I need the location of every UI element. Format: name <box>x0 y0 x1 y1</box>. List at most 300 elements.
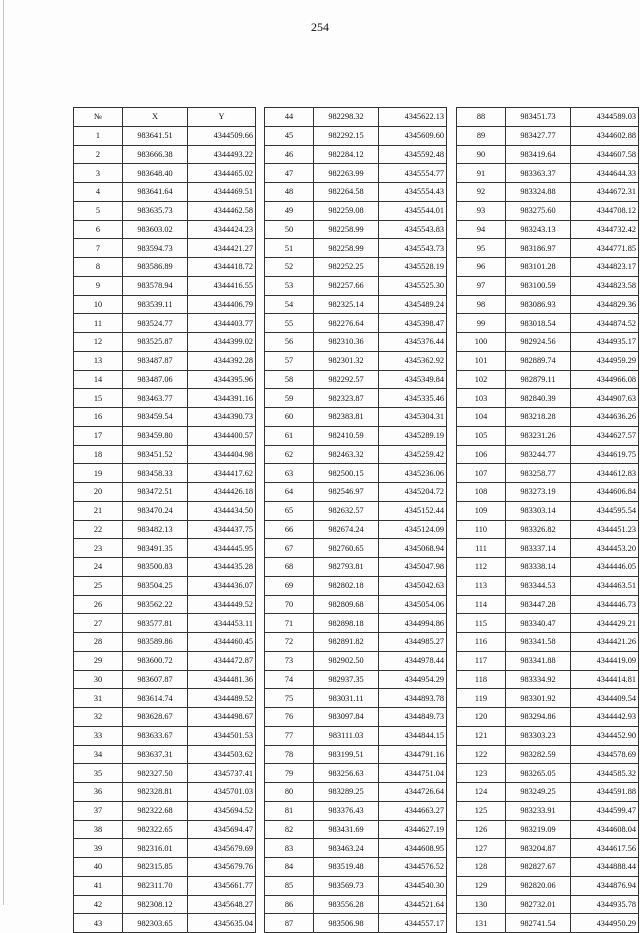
point-number: 38 <box>74 820 123 839</box>
y-coordinate: 4345054.06 <box>379 595 447 614</box>
table-row <box>265 108 447 127</box>
y-coordinate: 4344874.52 <box>571 314 639 333</box>
y-coordinate: 4344751.04 <box>379 764 447 783</box>
point-number: 89 <box>457 126 506 145</box>
point-number: 78 <box>265 745 314 764</box>
point-number: 19 <box>74 464 123 483</box>
x-coordinate: 982902.50 <box>314 651 379 670</box>
point-number: 96 <box>457 258 506 277</box>
header-x: X <box>123 108 188 127</box>
y-coordinate: 4345335.46 <box>379 389 447 408</box>
x-coordinate: 982276.64 <box>314 314 379 333</box>
point-number: 115 <box>457 614 506 633</box>
point-number: 74 <box>265 670 314 689</box>
x-coordinate: 982301.32 <box>314 351 379 370</box>
point-number: 69 <box>265 576 314 595</box>
y-coordinate: 4344663.27 <box>379 801 447 820</box>
point-number: 67 <box>265 539 314 558</box>
table-row <box>74 183 256 202</box>
y-coordinate: 4344585.32 <box>571 764 639 783</box>
table-row <box>457 783 639 802</box>
y-coordinate: 4344472.87 <box>188 651 256 670</box>
y-coordinate: 4344950.29 <box>571 914 639 933</box>
y-coordinate: 4344453.20 <box>571 539 639 558</box>
point-number: 75 <box>265 689 314 708</box>
table-row <box>74 783 256 802</box>
point-number: 28 <box>74 633 123 652</box>
table-row <box>265 145 447 164</box>
y-coordinate: 4344416.55 <box>188 276 256 295</box>
point-number: 97 <box>457 276 506 295</box>
point-number: 55 <box>265 314 314 333</box>
table-row <box>457 201 639 220</box>
x-coordinate: 983463.77 <box>123 389 188 408</box>
table-row <box>457 126 639 145</box>
x-coordinate: 983219.09 <box>506 820 571 839</box>
table-row <box>74 145 256 164</box>
x-coordinate: 983341.88 <box>506 651 571 670</box>
x-coordinate: 982258.99 <box>314 239 379 258</box>
y-coordinate: 4344395.96 <box>188 370 256 389</box>
point-number: 111 <box>457 539 506 558</box>
y-coordinate: 4344849.73 <box>379 708 447 727</box>
y-coordinate: 4344844.15 <box>379 726 447 745</box>
x-coordinate: 983282.59 <box>506 745 571 764</box>
table-row <box>74 370 256 389</box>
x-coordinate: 983539.11 <box>123 295 188 314</box>
point-number: 106 <box>457 445 506 464</box>
point-number: 101 <box>457 351 506 370</box>
x-coordinate: 982308.12 <box>123 895 188 914</box>
table-row <box>457 708 639 727</box>
point-number: 114 <box>457 595 506 614</box>
y-coordinate: 4344602.88 <box>571 126 639 145</box>
table-row <box>74 595 256 614</box>
y-coordinate: 4345068.94 <box>379 539 447 558</box>
y-coordinate: 4344426.18 <box>188 483 256 502</box>
table-row <box>74 558 256 577</box>
point-number: 93 <box>457 201 506 220</box>
x-coordinate: 982325.14 <box>314 295 379 314</box>
y-coordinate: 4344672.31 <box>571 183 639 202</box>
point-number: 112 <box>457 558 506 577</box>
x-coordinate: 982264.58 <box>314 183 379 202</box>
y-coordinate: 4344619.75 <box>571 445 639 464</box>
point-number: 107 <box>457 464 506 483</box>
point-number: 44 <box>265 108 314 127</box>
y-coordinate: 4344462.58 <box>188 201 256 220</box>
point-number: 21 <box>74 501 123 520</box>
x-coordinate: 982252.25 <box>314 258 379 277</box>
table-row <box>74 764 256 783</box>
x-coordinate: 983641.64 <box>123 183 188 202</box>
y-coordinate: 4344421.27 <box>188 239 256 258</box>
point-number: 9 <box>74 276 123 295</box>
y-coordinate: 4345737.41 <box>188 764 256 783</box>
point-number: 123 <box>457 764 506 783</box>
x-coordinate: 983204.87 <box>506 839 571 858</box>
x-coordinate: 983256.63 <box>314 764 379 783</box>
y-coordinate: 4345609.60 <box>379 126 447 145</box>
x-coordinate: 982410.59 <box>314 426 379 445</box>
x-coordinate: 982315.85 <box>123 858 188 877</box>
x-coordinate: 983031.11 <box>314 689 379 708</box>
table-row <box>457 839 639 858</box>
point-number: 39 <box>74 839 123 858</box>
x-coordinate: 983633.67 <box>123 726 188 745</box>
y-coordinate: 4344994.86 <box>379 614 447 633</box>
point-number: 17 <box>74 426 123 445</box>
table-row <box>457 295 639 314</box>
point-number: 3 <box>74 164 123 183</box>
table-row <box>265 445 447 464</box>
y-coordinate: 4344591.88 <box>571 783 639 802</box>
table-row <box>457 670 639 689</box>
x-coordinate: 983458.33 <box>123 464 188 483</box>
point-number: 71 <box>265 614 314 633</box>
table-row <box>74 295 256 314</box>
point-number: 14 <box>74 370 123 389</box>
x-coordinate: 982924.56 <box>506 333 571 352</box>
y-coordinate: 4344708.12 <box>571 201 639 220</box>
point-number: 30 <box>74 670 123 689</box>
table-row <box>74 820 256 839</box>
coordinates-table <box>456 107 639 933</box>
x-coordinate: 983243.13 <box>506 220 571 239</box>
x-coordinate: 983607.87 <box>123 670 188 689</box>
point-number: 49 <box>265 201 314 220</box>
x-coordinate: 983519.48 <box>314 858 379 877</box>
x-coordinate: 982840.39 <box>506 389 571 408</box>
point-number: 7 <box>74 239 123 258</box>
x-coordinate: 982284.12 <box>314 145 379 164</box>
y-coordinate: 4345661.77 <box>188 876 256 895</box>
x-coordinate: 982263.99 <box>314 164 379 183</box>
table-row <box>74 895 256 914</box>
y-coordinate: 4345544.01 <box>379 201 447 220</box>
x-coordinate: 983199.51 <box>314 745 379 764</box>
x-coordinate: 983341.58 <box>506 633 571 652</box>
point-number: 50 <box>265 220 314 239</box>
x-coordinate: 983600.72 <box>123 651 188 670</box>
point-number: 85 <box>265 876 314 895</box>
table-row <box>457 858 639 877</box>
y-coordinate: 4344935.78 <box>571 895 639 914</box>
x-coordinate: 983578.94 <box>123 276 188 295</box>
table-row <box>265 464 447 483</box>
coordinates-table <box>73 107 256 933</box>
table-row <box>457 820 639 839</box>
x-coordinate: 982316.01 <box>123 839 188 858</box>
x-coordinate: 983463.24 <box>314 839 379 858</box>
x-coordinate: 983524.77 <box>123 314 188 333</box>
table-row <box>457 651 639 670</box>
y-coordinate: 4345648.27 <box>188 895 256 914</box>
x-coordinate: 983447.28 <box>506 595 571 614</box>
coordinates-table-3 <box>456 107 639 933</box>
y-coordinate: 4345152.44 <box>379 501 447 520</box>
table-row <box>457 351 639 370</box>
y-coordinate: 4345362.92 <box>379 351 447 370</box>
point-number: 62 <box>265 445 314 464</box>
x-coordinate: 983641.51 <box>123 126 188 145</box>
y-coordinate: 4344437.75 <box>188 520 256 539</box>
y-coordinate: 4345204.72 <box>379 483 447 502</box>
point-number: 5 <box>74 201 123 220</box>
point-number: 110 <box>457 520 506 539</box>
point-number: 94 <box>457 220 506 239</box>
y-coordinate: 4344612.83 <box>571 464 639 483</box>
point-number: 72 <box>265 633 314 652</box>
point-number: 29 <box>74 651 123 670</box>
x-coordinate: 983506.98 <box>314 914 379 933</box>
x-coordinate: 982258.99 <box>314 220 379 239</box>
x-coordinate: 982292.15 <box>314 126 379 145</box>
x-coordinate: 983244.77 <box>506 445 571 464</box>
x-coordinate: 983289.25 <box>314 783 379 802</box>
y-coordinate: 4344627.19 <box>379 820 447 839</box>
x-coordinate: 983301.92 <box>506 689 571 708</box>
y-coordinate: 4344481.36 <box>188 670 256 689</box>
table-row <box>457 183 639 202</box>
y-coordinate: 4345694.52 <box>188 801 256 820</box>
x-coordinate: 982257.66 <box>314 276 379 295</box>
y-coordinate: 4344557.17 <box>379 914 447 933</box>
y-coordinate: 4344608.04 <box>571 820 639 839</box>
table-row <box>457 333 639 352</box>
x-coordinate: 982259.08 <box>314 201 379 220</box>
y-coordinate: 4344985.27 <box>379 633 447 652</box>
x-coordinate: 983628.67 <box>123 708 188 727</box>
y-coordinate: 4344888.44 <box>571 858 639 877</box>
table-row <box>74 839 256 858</box>
table-row <box>74 501 256 520</box>
x-coordinate: 983101.28 <box>506 258 571 277</box>
x-coordinate: 983562.22 <box>123 595 188 614</box>
table-row <box>265 764 447 783</box>
point-number: 4 <box>74 183 123 202</box>
y-coordinate: 4344435.28 <box>188 558 256 577</box>
table-row <box>265 633 447 652</box>
point-number: 36 <box>74 783 123 802</box>
y-coordinate: 4344732.42 <box>571 220 639 239</box>
point-number: 24 <box>74 558 123 577</box>
table-row <box>457 576 639 595</box>
y-coordinate: 4344823.17 <box>571 258 639 277</box>
x-coordinate: 983487.87 <box>123 351 188 370</box>
point-number: 41 <box>74 876 123 895</box>
table-row <box>74 801 256 820</box>
point-number: 33 <box>74 726 123 745</box>
y-coordinate: 4344589.03 <box>571 108 639 127</box>
y-coordinate: 4344509.66 <box>188 126 256 145</box>
table-row <box>74 689 256 708</box>
y-coordinate: 4345489.24 <box>379 295 447 314</box>
table-row <box>74 426 256 445</box>
point-number: 103 <box>457 389 506 408</box>
point-number: 90 <box>457 145 506 164</box>
point-number: 129 <box>457 876 506 895</box>
point-number: 82 <box>265 820 314 839</box>
point-number: 13 <box>74 351 123 370</box>
y-coordinate: 4344463.51 <box>571 576 639 595</box>
y-coordinate: 4344453.11 <box>188 614 256 633</box>
x-coordinate: 983097.84 <box>314 708 379 727</box>
table-row <box>457 408 639 427</box>
point-number: 100 <box>457 333 506 352</box>
point-number: 102 <box>457 370 506 389</box>
table-row <box>265 670 447 689</box>
point-number: 53 <box>265 276 314 295</box>
y-coordinate: 4344469.51 <box>188 183 256 202</box>
x-coordinate: 983265.05 <box>506 764 571 783</box>
table-row <box>74 464 256 483</box>
x-coordinate: 982463.32 <box>314 445 379 464</box>
table-row <box>265 820 447 839</box>
table-row <box>265 351 447 370</box>
point-number: 57 <box>265 351 314 370</box>
table-row <box>265 201 447 220</box>
point-number: 22 <box>74 520 123 539</box>
table-row <box>265 126 447 145</box>
point-number: 2 <box>74 145 123 164</box>
y-coordinate: 4345042.63 <box>379 576 447 595</box>
y-coordinate: 4344419.09 <box>571 651 639 670</box>
point-number: 42 <box>74 895 123 914</box>
point-number: 120 <box>457 708 506 727</box>
x-coordinate: 982760.65 <box>314 539 379 558</box>
point-number: 117 <box>457 651 506 670</box>
table-row <box>265 408 447 427</box>
x-coordinate: 983637.31 <box>123 745 188 764</box>
point-number: 126 <box>457 820 506 839</box>
table-row <box>457 276 639 295</box>
table-row <box>265 220 447 239</box>
table-row <box>265 389 447 408</box>
point-number: 46 <box>265 145 314 164</box>
point-number: 59 <box>265 389 314 408</box>
y-coordinate: 4345635.04 <box>188 914 256 933</box>
scan-edge-left <box>3 0 4 905</box>
point-number: 25 <box>74 576 123 595</box>
table-row <box>74 726 256 745</box>
table-row <box>265 483 447 502</box>
y-coordinate: 4344501.53 <box>188 726 256 745</box>
point-number: 20 <box>74 483 123 502</box>
x-coordinate: 982500.15 <box>314 464 379 483</box>
y-coordinate: 4344726.64 <box>379 783 447 802</box>
point-number: 18 <box>74 445 123 464</box>
point-number: 113 <box>457 576 506 595</box>
table-row <box>74 389 256 408</box>
point-number: 68 <box>265 558 314 577</box>
x-coordinate: 982328.81 <box>123 783 188 802</box>
x-coordinate: 983603.02 <box>123 220 188 239</box>
y-coordinate: 4344446.73 <box>571 595 639 614</box>
table-row <box>457 914 639 933</box>
table-row <box>74 276 256 295</box>
point-number: 45 <box>265 126 314 145</box>
y-coordinate: 4344636.26 <box>571 408 639 427</box>
x-coordinate: 982546.97 <box>314 483 379 502</box>
y-coordinate: 4345398.47 <box>379 314 447 333</box>
x-coordinate: 982327.50 <box>123 764 188 783</box>
point-number: 122 <box>457 745 506 764</box>
point-number: 118 <box>457 670 506 689</box>
table-row <box>265 651 447 670</box>
point-number: 131 <box>457 914 506 933</box>
y-coordinate: 4344966.08 <box>571 370 639 389</box>
y-coordinate: 4344503.62 <box>188 745 256 764</box>
y-coordinate: 4344498.67 <box>188 708 256 727</box>
y-coordinate: 4345047.98 <box>379 558 447 577</box>
y-coordinate: 4345679.69 <box>188 839 256 858</box>
x-coordinate: 982879.11 <box>506 370 571 389</box>
x-coordinate: 982322.68 <box>123 801 188 820</box>
x-coordinate: 983275.60 <box>506 201 571 220</box>
point-number: 86 <box>265 895 314 914</box>
point-number: 104 <box>457 408 506 427</box>
table-row <box>265 295 447 314</box>
table-row <box>265 708 447 727</box>
x-coordinate: 983363.37 <box>506 164 571 183</box>
table-row <box>265 239 447 258</box>
point-number: 127 <box>457 839 506 858</box>
y-coordinate: 4344595.54 <box>571 501 639 520</box>
table-row <box>457 520 639 539</box>
point-number: 40 <box>74 858 123 877</box>
table-row <box>457 558 639 577</box>
table-row <box>265 314 447 333</box>
x-coordinate: 983594.73 <box>123 239 188 258</box>
x-coordinate: 983569.73 <box>314 876 379 895</box>
point-number: 34 <box>74 745 123 764</box>
x-coordinate: 982310.36 <box>314 333 379 352</box>
y-coordinate: 4345554.77 <box>379 164 447 183</box>
point-number: 56 <box>265 333 314 352</box>
table-row <box>265 576 447 595</box>
x-coordinate: 982323.87 <box>314 389 379 408</box>
x-coordinate: 983324.88 <box>506 183 571 202</box>
point-number: 109 <box>457 501 506 520</box>
point-number: 77 <box>265 726 314 745</box>
table-row <box>457 745 639 764</box>
y-coordinate: 4344392.28 <box>188 351 256 370</box>
x-coordinate: 982809.68 <box>314 595 379 614</box>
y-coordinate: 4345376.44 <box>379 333 447 352</box>
x-coordinate: 983334.92 <box>506 670 571 689</box>
x-coordinate: 983231.26 <box>506 426 571 445</box>
point-number: 88 <box>457 108 506 127</box>
point-number: 119 <box>457 689 506 708</box>
y-coordinate: 4344421.26 <box>571 633 639 652</box>
table-row <box>74 745 256 764</box>
table-row <box>74 483 256 502</box>
y-coordinate: 4345304.31 <box>379 408 447 427</box>
y-coordinate: 4345592.48 <box>379 145 447 164</box>
point-number: 32 <box>74 708 123 727</box>
coordinates-table <box>264 107 447 933</box>
point-number: 31 <box>74 689 123 708</box>
point-number: 105 <box>457 426 506 445</box>
x-coordinate: 982891.82 <box>314 633 379 652</box>
table-row <box>74 651 256 670</box>
point-number: 73 <box>265 651 314 670</box>
y-coordinate: 4344399.02 <box>188 333 256 352</box>
table-row <box>74 351 256 370</box>
y-coordinate: 4344954.29 <box>379 670 447 689</box>
point-number: 121 <box>457 726 506 745</box>
